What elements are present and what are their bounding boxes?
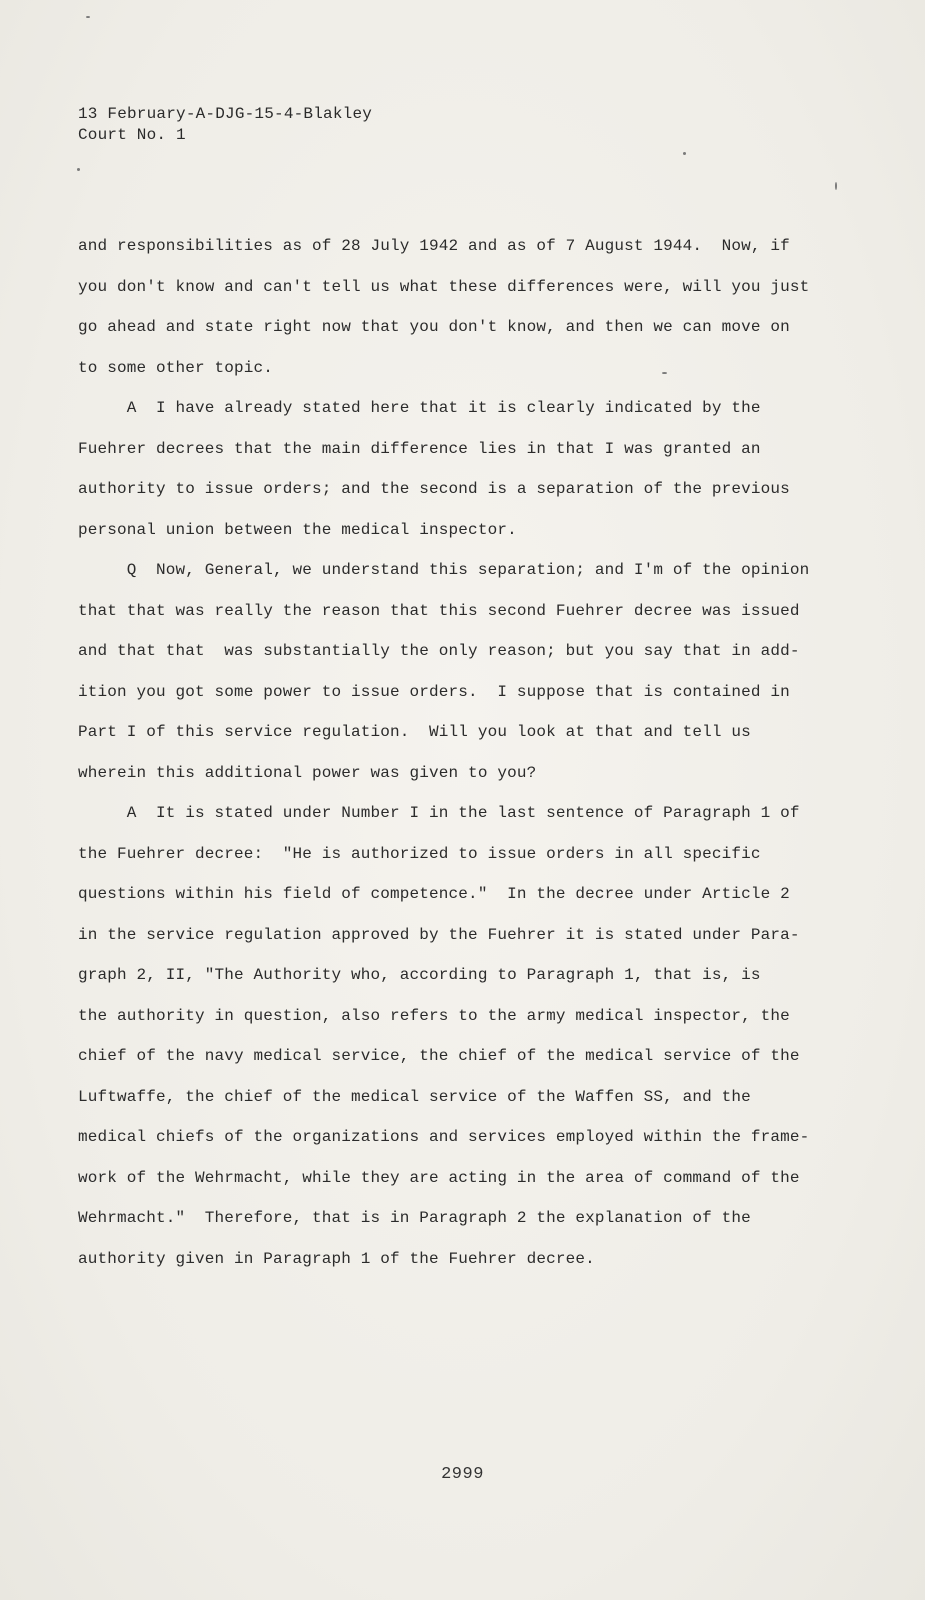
paper-speck (86, 16, 90, 18)
transcript-line: authority given in Paragraph 1 of the Fuehrer decree. (78, 1249, 595, 1268)
transcript-line: A I have already stated here that it is clearly indicated by the (78, 399, 761, 417)
transcript-line: graph 2, II, "The Authority who, according to Paragraph 1, that is, is (78, 966, 761, 984)
paper-speck (77, 168, 80, 171)
transcript-line: in the service regulation approved by the Fuehrer it is stated under Para- (78, 925, 800, 944)
transcript-line: Luftwaffe, the chief of the medical service of the Waffen SS, and the (78, 1087, 751, 1106)
transcript-body (78, 226, 848, 1279)
document-header (78, 104, 372, 146)
transcript-line: wherein this additional power was given to you? (78, 763, 537, 782)
transcript-line: Part I of this service regulation. Will you look at that and tell us (78, 723, 751, 741)
header-reference: 13 February-A-DJG-15-4-Blakley (78, 105, 373, 123)
transcript-line: questions within his field of competence." In the decree under Article 2 (78, 885, 790, 903)
transcript-line: chief of the navy medical service, the chief of the medical service of the (78, 1047, 800, 1065)
transcript-line: and that that was substantially the only reason; but you say that in add- (78, 642, 800, 660)
transcript-line: authority to issue orders; and the second is a separation of the previous (78, 480, 790, 498)
transcript-line: and responsibilities as of 28 July 1942 and as of 7 August 1944. Now, if (78, 237, 790, 255)
transcript-line: the Fuehrer decree: "He is authorized to issue orders in all specific (78, 844, 761, 863)
transcript-line: Wehrmacht." Therefore, that is in Paragraph 2 the explanation of the (78, 1209, 751, 1227)
transcript-line: you don't know and can't tell us what these differences were, will you just (78, 277, 810, 296)
transcript-line: personal union between the medical inspector. (78, 520, 517, 539)
transcript-line: Fuehrer decrees that the main difference lies in that I was granted an (78, 439, 761, 458)
transcript-line: A It is stated under Number I in the last sentence of Paragraph 1 of (78, 804, 800, 822)
paper-speck (683, 152, 686, 155)
header-court: Court No. 1 (78, 126, 186, 144)
transcript-line: go ahead and state right now that you don't know, and then we can move on (78, 318, 790, 336)
transcript-line: Q Now, General, we understand this separation; and I'm of the opinion (78, 561, 810, 579)
transcript-line: medical chiefs of the organizations and services employed within the frame- (78, 1128, 810, 1146)
transcript-line: that that was really the reason that this second Fuehrer decree was issued (78, 601, 800, 620)
transcript-line: ition you got some power to issue orders. I suppose that is contained in (78, 682, 790, 701)
page-number: 2999 (441, 1465, 484, 1484)
paper-speck (835, 182, 837, 190)
transcript-line: work of the Wehrmacht, while they are acting in the area of command of the (78, 1168, 800, 1187)
transcript-line: to some other topic. (78, 358, 274, 377)
transcript-line: the authority in question, also refers to the army medical inspector, the (78, 1006, 790, 1025)
